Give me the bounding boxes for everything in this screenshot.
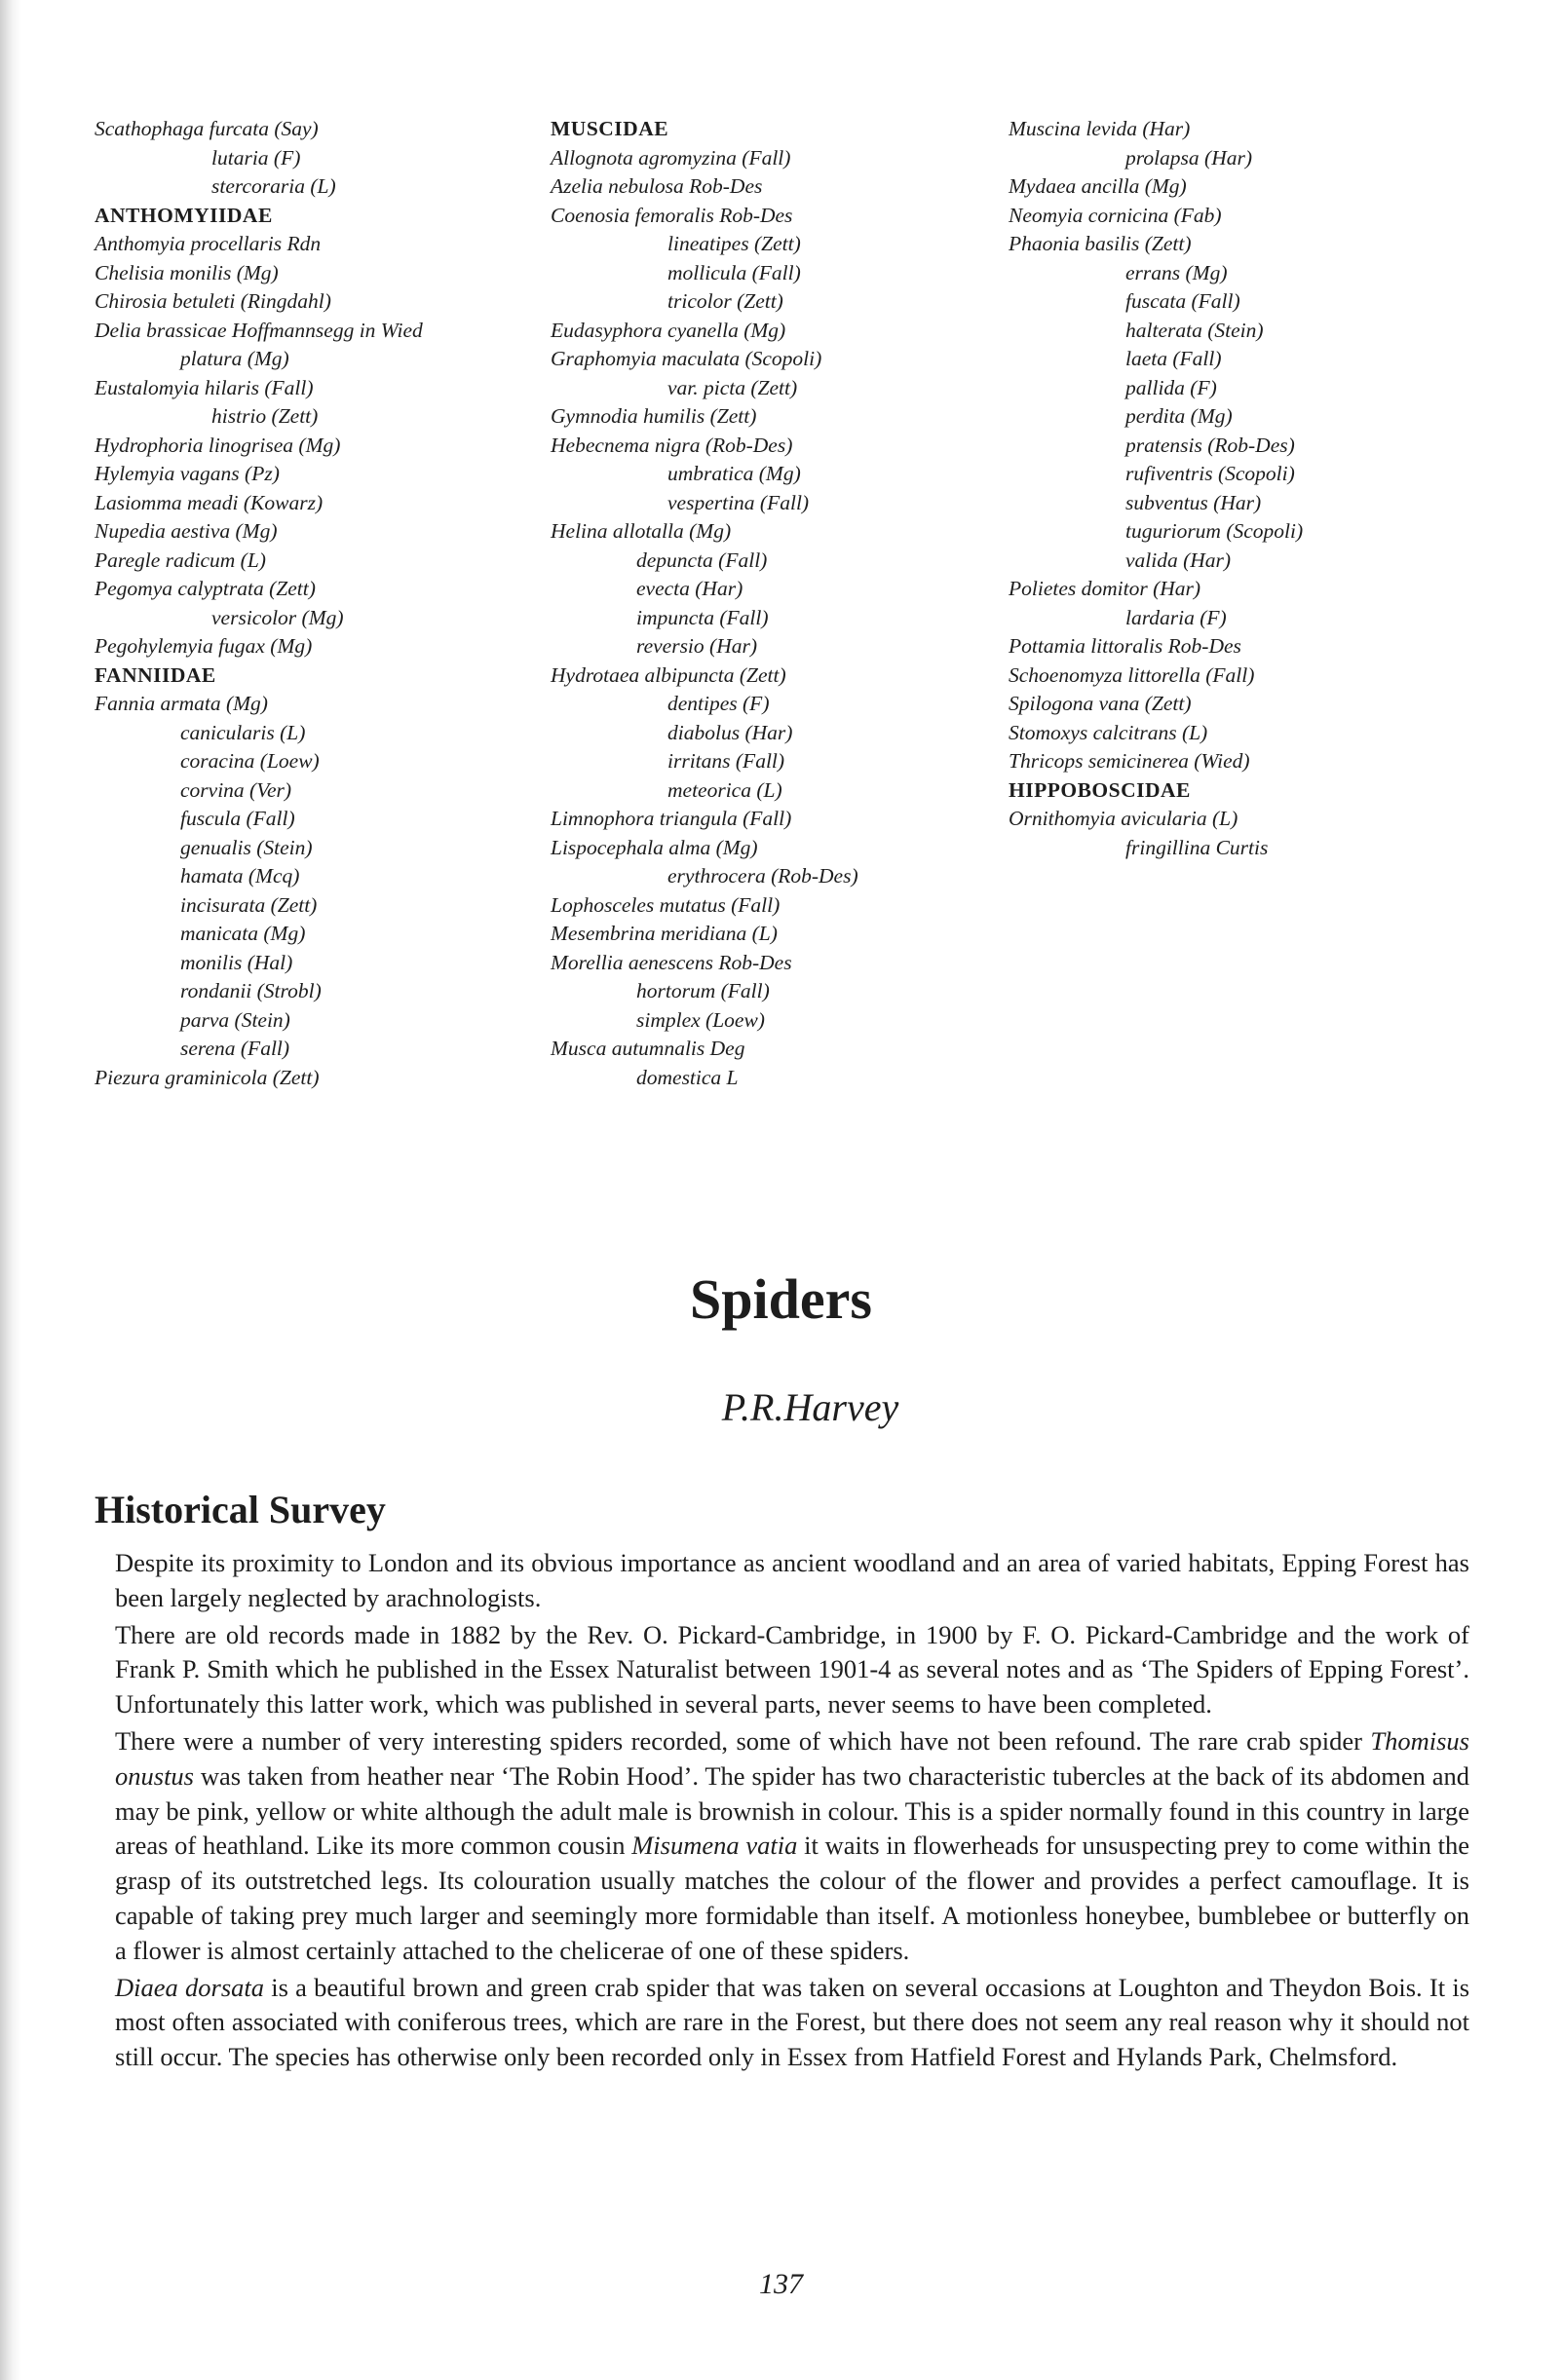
species-entry: stercoraria (L) <box>211 174 336 198</box>
species-entry: parva (Stein) <box>180 1007 290 1032</box>
species-entry: Chelisia monilis (Mg) <box>95 260 279 284</box>
species-entry: umbratica (Mg) <box>667 462 801 485</box>
species-entry: Helina allotalla (Mg) <box>551 519 732 543</box>
page-number: 137 <box>759 2268 803 2300</box>
species-name: Diaea dorsata <box>115 1972 264 2002</box>
species-entry: Lispocephala alma (Mg) <box>551 835 758 859</box>
species-entry: lutaria (F) <box>211 145 301 170</box>
species-entry: fuscula (Fall) <box>180 807 295 830</box>
species-entry: diabolus (Har) <box>667 720 793 744</box>
species-list-column-2 <box>551 115 999 1092</box>
species-entry: Scathophaga furcata (Say) <box>95 117 319 140</box>
species-entry: domestica L <box>636 1065 739 1089</box>
species-entry: prolapsa (Har) <box>1125 145 1252 170</box>
species-entry: Delia brassicae Hoffmannsegg in Wied <box>95 318 423 342</box>
species-entry: canicularis (L) <box>180 720 306 744</box>
species-entry: pallida (F) <box>1125 375 1217 399</box>
body-paragraph <box>115 1618 1469 1722</box>
species-entry: Anthomyia procellaris Rdn <box>95 232 322 255</box>
species-entry: lineatipes (Zett) <box>667 232 801 255</box>
body-paragraph <box>115 1546 1469 1616</box>
species-entry: var. picta (Zett) <box>667 375 798 399</box>
species-entry: evecta (Har) <box>636 577 743 600</box>
species-entry: Musca autumnalis Deg <box>551 1037 745 1060</box>
species-entry: Gymnodia humilis (Zett) <box>551 404 757 428</box>
species-list-column-3 <box>1009 115 1457 862</box>
species-entry: hamata (Mcq) <box>180 864 300 888</box>
subheading: Historical Survey <box>95 1488 386 1531</box>
species-entry: Hebecnema nigra (Rob-Des) <box>551 433 793 457</box>
species-entry: lardaria (F) <box>1125 605 1227 629</box>
species-entry: tuguriorum (Scopoli) <box>1125 519 1304 543</box>
species-entry: errans (Mg) <box>1125 260 1228 284</box>
species-entry: Nupedia aestiva (Mg) <box>95 519 278 543</box>
species-entry: Eustalomyia hilaris (Fall) <box>95 375 314 399</box>
species-entry: Lophosceles mutatus (Fall) <box>551 892 781 917</box>
species-entry: vespertina (Fall) <box>667 490 810 514</box>
species-entry: corvina (Ver) <box>180 777 292 802</box>
species-entry: valida (Har) <box>1125 548 1232 572</box>
page-edge-shadow <box>0 0 21 2380</box>
species-entry: Morellia aenescens Rob-Des <box>551 950 792 974</box>
species-entry: Spilogona vana (Zett) <box>1009 692 1192 715</box>
species-entry: Muscina levida (Har) <box>1009 117 1191 140</box>
species-entry: histrio (Zett) <box>211 404 319 428</box>
species-entry: monilis (Hal) <box>180 950 293 974</box>
species-entry: Thricops semicinerea (Wied) <box>1009 749 1250 773</box>
species-entry: Phaonia basilis (Zett) <box>1009 232 1192 255</box>
species-entry: fringillina Curtis <box>1125 835 1269 859</box>
body-paragraph <box>115 1971 1469 2075</box>
species-entry: fuscata (Fall) <box>1125 289 1240 313</box>
species-entry: Fannia armata (Mg) <box>95 692 268 715</box>
section-title: Spiders <box>690 1267 872 1331</box>
species-entry: subventus (Har) <box>1125 490 1262 514</box>
text-run: was taken from heather near ‘The Robin Hood’. The spider has two characteristic tubercles at the back of its abdomen and may be pink, yellow or white although the adult male is brownish in colour. This is a spider normally found in this country in large areas of heathland. Like its more common cousin <box>115 1760 1469 1861</box>
text-run: is a beautiful brown and green crab spider that was taken on several occasions at Loughton and Theydon Bois. It is most often associated with coniferous trees, which are rare in the Forest, but there does not seem any real reason why it should not still occur. The species has otherwise only been recorded only in Essex from Hatfield Forest and Hylands Park, Chelmsford. <box>115 1972 1470 2072</box>
species-entry: reversio (Har) <box>636 634 757 658</box>
species-entry: Neomyia cornicina (Fab) <box>1009 203 1222 227</box>
species-entry: rondanii (Strobl) <box>180 979 322 1002</box>
species-entry: simplex (Loew) <box>636 1007 765 1032</box>
species-entry: Coenosia femoralis Rob-Des <box>551 203 793 227</box>
species-entry: Allognota agromyzina (Fall) <box>551 145 791 170</box>
species-entry: Limnophora triangula (Fall) <box>551 807 792 830</box>
species-entry: Stomoxys calcitrans (L) <box>1009 720 1208 744</box>
species-entry: Hylemyia vagans (Pz) <box>95 462 280 485</box>
body-text <box>115 1546 1469 2075</box>
family-heading: MUSCIDAE <box>551 117 669 140</box>
species-entry: genualis (Stein) <box>180 835 313 859</box>
species-entry: impuncta (Fall) <box>636 605 769 629</box>
species-entry: Chirosia betuleti (Ringdahl) <box>95 289 331 313</box>
species-entry: Piezura graminicola (Zett) <box>95 1065 320 1089</box>
species-entry: irritans (Fall) <box>667 749 785 773</box>
species-entry: Pegomya calyptrata (Zett) <box>95 577 316 600</box>
family-heading: ANTHOMYIIDAE <box>95 203 273 227</box>
body-paragraph <box>115 1724 1469 1969</box>
species-name: Thomisus onustus <box>115 1725 1469 1791</box>
species-entry: Paregle radicum (L) <box>95 548 266 572</box>
species-entry: Pottamia littoralis Rob-Des <box>1009 634 1241 658</box>
species-entry: Azelia nebulosa Rob-Des <box>551 174 763 198</box>
text-run: Despite its proximity to London and its obvious importance as ancient woodland and an area of varied habitats, Epping Forest has been largely neglected by arachnologists. <box>115 1548 1469 1612</box>
species-list-column-1 <box>95 115 523 1092</box>
species-entry: Mydaea ancilla (Mg) <box>1009 174 1187 198</box>
species-entry: incisurata (Zett) <box>180 892 318 917</box>
species-entry: Graphomyia maculata (Scopoli) <box>551 347 822 370</box>
species-entry: Ornithomyia avicularia (L) <box>1009 807 1238 830</box>
text-run: There are old records made in 1882 by the Rev. O. Pickard-Cambridge, in 1900 by F. O. Pickard-Cambridge and the work of Frank P. Smith which he published in the Essex Naturalist between 1901-4 as several notes and as ‘The Spiders of Epping Forest’. Unfortunately this latter work, which was published in several parts, never seems to have been completed. <box>115 1619 1469 1719</box>
text-run: it waits in flowerheads for unsuspecting prey to come within the grasp of its outstretched legs. Its colouration usually matches the colour of the flower and provides a perfect camouflage. It is capable of taking prey much larger and seemingly more formidable than itself. A motionless honeybee, bumblebee or butterfly on a flower is almost certainly attached to the chelicerae of one of these spiders. <box>115 1831 1470 1965</box>
species-entry: depuncta (Fall) <box>636 548 768 572</box>
species-entry: Mesembrina meridiana (L) <box>551 922 778 945</box>
species-entry: Eudasyphora cyanella (Mg) <box>551 318 786 342</box>
family-heading: FANNIIDAE <box>95 662 216 687</box>
species-entry: halterata (Stein) <box>1125 318 1264 342</box>
species-entry: rufiventris (Scopoli) <box>1125 462 1295 485</box>
family-heading: HIPPOBOSCIDAE <box>1009 777 1191 802</box>
species-entry: Lasiomma meadi (Kowarz) <box>95 490 324 514</box>
species-entry: Pegohylemyia fugax (Mg) <box>95 634 313 658</box>
species-entry: perdita (Mg) <box>1125 404 1233 428</box>
species-entry: tricolor (Zett) <box>667 289 783 313</box>
species-entry: versicolor (Mg) <box>211 605 344 629</box>
species-entry: Hydrotaea albipuncta (Zett) <box>551 662 786 687</box>
species-entry: Polietes domitor (Har) <box>1009 577 1201 600</box>
species-entry: laeta (Fall) <box>1125 347 1222 370</box>
species-entry: manicata (Mg) <box>180 922 306 945</box>
species-entry: pratensis (Rob-Des) <box>1125 433 1295 457</box>
species-entry: platura (Mg) <box>180 347 289 370</box>
species-name: Misumena vatia <box>631 1831 798 1861</box>
species-entry: Schoenomyza littorella (Fall) <box>1009 662 1255 687</box>
species-entry: hortorum (Fall) <box>636 979 770 1002</box>
species-entry: mollicula (Fall) <box>667 260 801 284</box>
species-entry: meteorica (L) <box>667 777 782 802</box>
species-entry: dentipes (F) <box>667 692 770 715</box>
species-entry: erythrocera (Rob-Des) <box>667 864 858 888</box>
species-entry: Hydrophoria linogrisea (Mg) <box>95 433 341 457</box>
species-entry: coracina (Loew) <box>180 749 320 773</box>
species-entry: serena (Fall) <box>180 1037 290 1060</box>
author: P.R.Harvey <box>721 1385 899 1429</box>
text-run: There were a number of very interesting spiders recorded, some of which have not been refound. The rare crab spider <box>115 1725 1371 1756</box>
